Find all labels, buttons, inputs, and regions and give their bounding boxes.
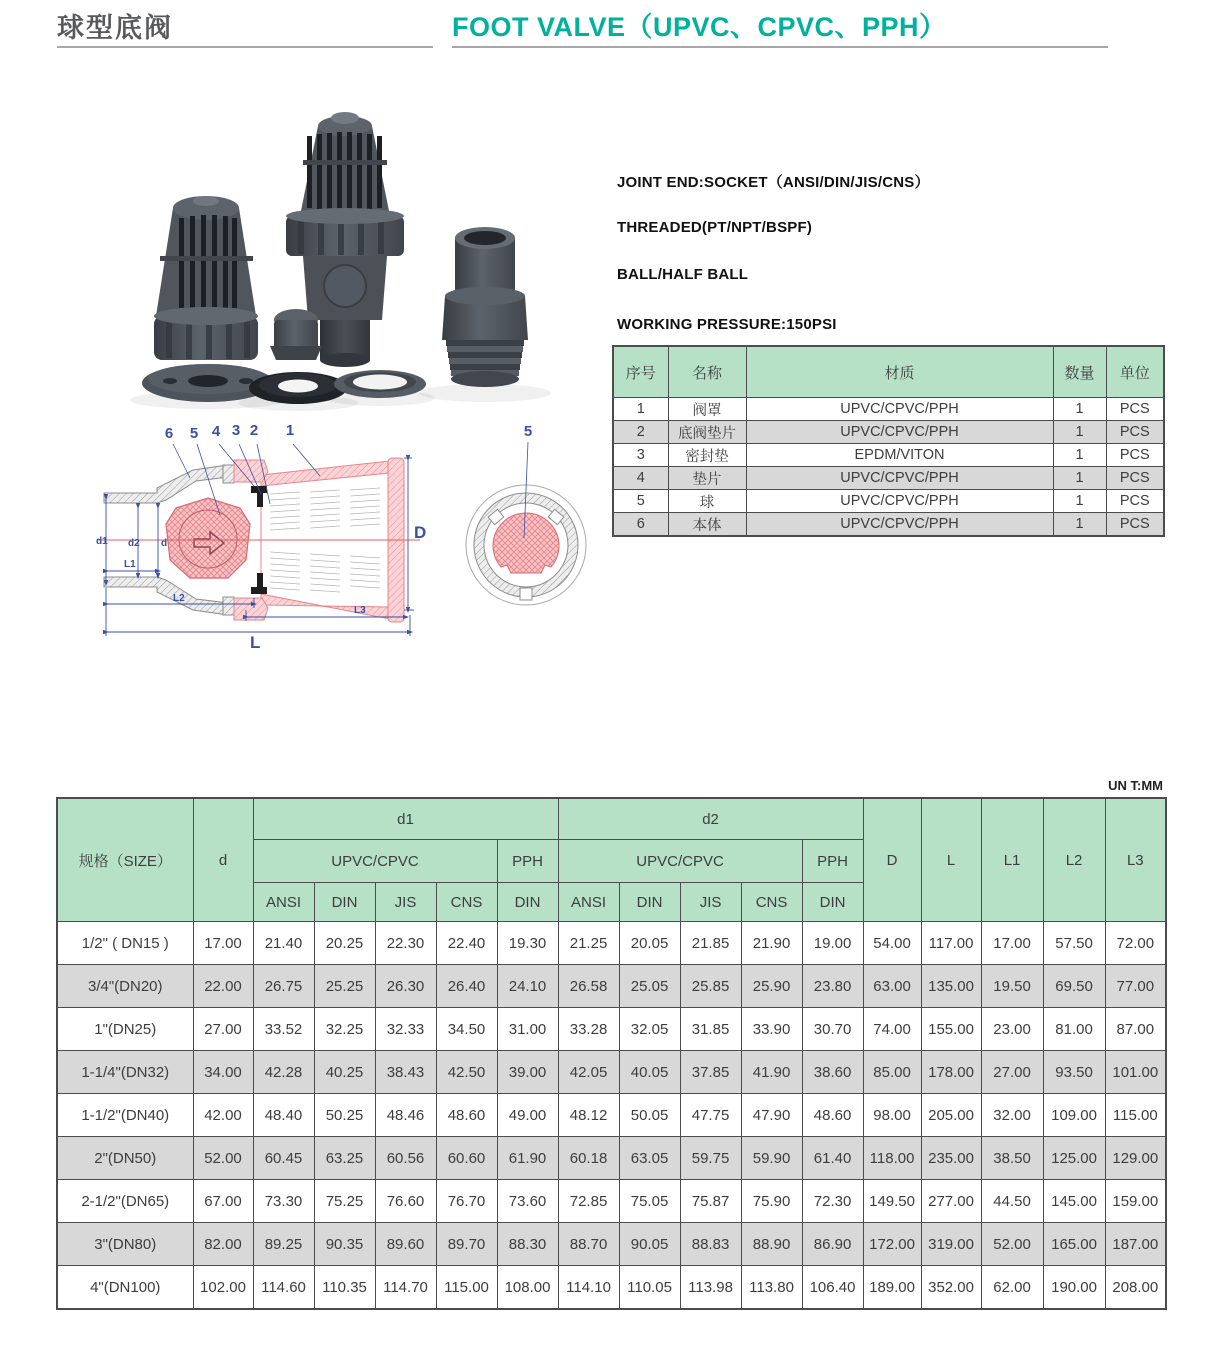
spec-working-pressure: WORKING PRESSURE:150PSI	[617, 316, 837, 333]
table-cell: 21.40	[253, 922, 314, 965]
table-cell: 159.00	[1105, 1180, 1166, 1223]
table-row	[57, 1223, 1166, 1266]
table-cell: 42.28	[253, 1051, 314, 1094]
table-cell: 44.50	[981, 1180, 1043, 1223]
table-cell: 52.00	[981, 1223, 1043, 1266]
d2-pph: PPH	[802, 840, 863, 883]
col-header-L1: L1	[981, 798, 1043, 922]
table-cell: 25.90	[741, 965, 802, 1008]
table-cell: 47.90	[741, 1094, 802, 1137]
table-cell: 86.90	[802, 1223, 863, 1266]
table-cell: 19.30	[497, 922, 558, 965]
table-cell: 54.00	[863, 922, 921, 965]
table-cell: 48.46	[375, 1094, 436, 1137]
table-cell: 85.00	[863, 1051, 921, 1094]
table-cell: 22.40	[436, 922, 497, 965]
table-cell: UPVC/CPVC/PPH	[746, 398, 1053, 421]
table-cell: 38.60	[802, 1051, 863, 1094]
table-cell: 23.00	[981, 1008, 1043, 1051]
table-cell: 178.00	[921, 1051, 981, 1094]
photo-cap	[270, 309, 322, 360]
parts-col-unit: 单位	[1106, 346, 1164, 398]
table-cell: 41.90	[741, 1051, 802, 1094]
table-cell: 110.35	[314, 1266, 375, 1310]
table-cell: 48.60	[436, 1094, 497, 1137]
table-cell: UPVC/CPVC/PPH	[746, 467, 1053, 490]
table-cell: 19.00	[802, 922, 863, 965]
table-cell: 5	[613, 490, 668, 513]
table-cell: 48.40	[253, 1094, 314, 1137]
table-cell: 1	[1053, 421, 1106, 444]
table-cell: 31.85	[680, 1008, 741, 1051]
table-cell: 88.90	[741, 1223, 802, 1266]
table-cell: 39.00	[497, 1051, 558, 1094]
table-cell: 88.30	[497, 1223, 558, 1266]
dim-d1: d1	[96, 536, 108, 547]
table-cell: 本体	[668, 513, 746, 537]
product-photo-illustration	[60, 88, 580, 418]
table-cell: PCS	[1106, 467, 1164, 490]
parts-table	[612, 345, 1165, 537]
table-cell: 21.25	[558, 922, 619, 965]
table-cell: 87.00	[1105, 1008, 1166, 1051]
table-cell: EPDM/VITON	[746, 444, 1053, 467]
table-cell: 59.90	[741, 1137, 802, 1180]
table-cell: 32.05	[619, 1008, 680, 1051]
col-header-D: D	[863, 798, 921, 922]
parts-col-material: 材质	[746, 346, 1053, 398]
table-cell: PCS	[1106, 490, 1164, 513]
table-cell: 21.85	[680, 922, 741, 965]
dim-d: d	[161, 538, 168, 549]
table-cell: PCS	[1106, 444, 1164, 467]
table-cell: 17.00	[981, 922, 1043, 965]
table-cell: 352.00	[921, 1266, 981, 1310]
table-cell: 190.00	[1043, 1266, 1105, 1310]
table-cell: 59.75	[680, 1137, 741, 1180]
table-cell: 113.98	[680, 1266, 741, 1310]
table-cell: 109.00	[1043, 1094, 1105, 1137]
table-cell: 115.00	[436, 1266, 497, 1310]
table-cell: 75.87	[680, 1180, 741, 1223]
table-cell: 149.50	[863, 1180, 921, 1223]
group-header-d2: d2	[558, 798, 863, 840]
table-cell: 125.00	[1043, 1137, 1105, 1180]
table-cell: 27.00	[981, 1051, 1043, 1094]
table-cell: 73.60	[497, 1180, 558, 1223]
table-cell: 20.05	[619, 922, 680, 965]
table-cell: 189.00	[863, 1266, 921, 1310]
table-cell: 117.00	[921, 922, 981, 965]
table-row	[57, 1137, 1166, 1180]
table-cell: 38.43	[375, 1051, 436, 1094]
table-cell: 114.70	[375, 1266, 436, 1310]
table-cell: 48.12	[558, 1094, 619, 1137]
table-cell: 60.60	[436, 1137, 497, 1180]
table-cell: 110.05	[619, 1266, 680, 1310]
col-header-L: L	[921, 798, 981, 922]
d1-din: DIN	[314, 883, 375, 922]
table-row	[613, 467, 1164, 490]
table-cell: 33.28	[558, 1008, 619, 1051]
table-cell: 89.60	[375, 1223, 436, 1266]
group-header-d1: d1	[253, 798, 558, 840]
photo-strainer-cage	[154, 196, 258, 360]
table-cell: 69.50	[1043, 965, 1105, 1008]
d2-upvc-cpvc: UPVC/CPVC	[558, 840, 802, 883]
table-cell: 135.00	[921, 965, 981, 1008]
table-cell: 172.00	[863, 1223, 921, 1266]
table-cell: 1	[1053, 444, 1106, 467]
title-underline-en	[452, 46, 1108, 48]
d1-jis: JIS	[375, 883, 436, 922]
table-cell: 75.90	[741, 1180, 802, 1223]
table-cell: UPVC/CPVC/PPH	[746, 513, 1053, 537]
table-row	[613, 398, 1164, 421]
table-cell: 74.00	[863, 1008, 921, 1051]
table-cell: 57.50	[1043, 922, 1105, 965]
end-view-callout-5: 5	[523, 423, 533, 440]
parts-col-name: 名称	[668, 346, 746, 398]
table-cell: 42.05	[558, 1051, 619, 1094]
table-cell: 76.70	[436, 1180, 497, 1223]
table-cell: 67.00	[193, 1180, 253, 1223]
table-cell: 26.30	[375, 965, 436, 1008]
table-row	[57, 965, 1166, 1008]
table-cell: 26.75	[253, 965, 314, 1008]
table-cell: 115.00	[1105, 1094, 1166, 1137]
table-cell: 3	[613, 444, 668, 467]
table-cell: PCS	[1106, 513, 1164, 537]
table-cell: 1	[1053, 467, 1106, 490]
callout-3: 3	[231, 422, 241, 439]
table-cell: 25.25	[314, 965, 375, 1008]
dim-l: L	[250, 633, 261, 652]
table-cell: 89.25	[253, 1223, 314, 1266]
table-cell: 24.10	[497, 965, 558, 1008]
table-cell: 277.00	[921, 1180, 981, 1223]
photo-socket-adapter	[442, 227, 528, 387]
table-cell: 27.00	[193, 1008, 253, 1051]
table-cell: 33.52	[253, 1008, 314, 1051]
table-cell: 93.50	[1043, 1051, 1105, 1094]
spec-ball-type: BALL/HALF BALL	[617, 266, 749, 283]
table-cell: 118.00	[863, 1137, 921, 1180]
table-cell: 102.00	[193, 1266, 253, 1310]
table-cell: 75.05	[619, 1180, 680, 1223]
dim-l2: L2	[173, 593, 185, 604]
table-row	[57, 1051, 1166, 1094]
table-cell: 155.00	[921, 1008, 981, 1051]
table-cell: 22.30	[375, 922, 436, 965]
table-cell: 208.00	[1105, 1266, 1166, 1310]
table-cell: 20.25	[314, 922, 375, 965]
table-row	[57, 922, 1166, 965]
table-cell: 52.00	[193, 1137, 253, 1180]
dim-l3: L3	[354, 605, 366, 616]
callout-1: 1	[285, 422, 295, 439]
table-row	[57, 1094, 1166, 1137]
table-cell: 垫片	[668, 467, 746, 490]
table-row	[57, 1008, 1166, 1051]
table-cell: 61.40	[802, 1137, 863, 1180]
table-cell: 40.25	[314, 1051, 375, 1094]
page-title-en: FOOT VALVE（UPVC、CPVC、PPH）	[452, 12, 947, 42]
table-cell: 1"(DN25)	[57, 1008, 193, 1051]
table-cell: 90.35	[314, 1223, 375, 1266]
table-cell: 26.58	[558, 965, 619, 1008]
table-cell: 73.30	[253, 1180, 314, 1223]
table-cell: 25.85	[680, 965, 741, 1008]
table-cell: 113.80	[741, 1266, 802, 1310]
table-cell: 30.70	[802, 1008, 863, 1051]
table-cell: 密封垫	[668, 444, 746, 467]
table-cell: 38.50	[981, 1137, 1043, 1180]
dim-l1: L1	[124, 559, 136, 570]
table-cell: 106.40	[802, 1266, 863, 1310]
table-cell: PCS	[1106, 421, 1164, 444]
table-cell: 3/4"(DN20)	[57, 965, 193, 1008]
table-cell: 187.00	[1105, 1223, 1166, 1266]
table-cell: 61.90	[497, 1137, 558, 1180]
table-cell: UPVC/CPVC/PPH	[746, 490, 1053, 513]
table-cell: 98.00	[863, 1094, 921, 1137]
table-cell: 82.00	[193, 1223, 253, 1266]
table-cell: 76.60	[375, 1180, 436, 1223]
table-cell: 42.50	[436, 1051, 497, 1094]
table-cell: 1	[1053, 490, 1106, 513]
table-cell: 129.00	[1105, 1137, 1166, 1180]
table-cell: 阀罩	[668, 398, 746, 421]
table-cell: 72.00	[1105, 922, 1166, 965]
parts-col-no: 序号	[613, 346, 668, 398]
valve-cross-section-drawing	[58, 420, 608, 660]
col-header-L2: L2	[1043, 798, 1105, 922]
dim-d-outer: D	[414, 523, 427, 542]
table-cell: 1/2" ( DN15 )	[57, 922, 193, 965]
table-cell: 114.60	[253, 1266, 314, 1310]
table-cell: 50.25	[314, 1094, 375, 1137]
table-cell: 1	[1053, 398, 1106, 421]
table-row	[613, 490, 1164, 513]
table-cell: 114.10	[558, 1266, 619, 1310]
table-cell: 60.18	[558, 1137, 619, 1180]
table-cell: 25.05	[619, 965, 680, 1008]
table-cell: 32.33	[375, 1008, 436, 1051]
table-cell: 33.90	[741, 1008, 802, 1051]
d2-jis: JIS	[680, 883, 741, 922]
table-cell: 40.05	[619, 1051, 680, 1094]
table-cell: 32.00	[981, 1094, 1043, 1137]
table-cell: 77.00	[1105, 965, 1166, 1008]
d1-pph: PPH	[497, 840, 558, 883]
table-cell: PCS	[1106, 398, 1164, 421]
table-cell: 17.00	[193, 922, 253, 965]
table-cell: 235.00	[921, 1137, 981, 1180]
table-cell: UPVC/CPVC/PPH	[746, 421, 1053, 444]
table-cell: 4"(DN100)	[57, 1266, 193, 1310]
table-cell: 63.00	[863, 965, 921, 1008]
table-row	[613, 513, 1164, 537]
callout-5: 5	[189, 425, 199, 442]
table-cell: 75.25	[314, 1180, 375, 1223]
spec-threaded: THREADED(PT/NPT/BSPF)	[617, 219, 813, 236]
callout-6: 6	[164, 425, 174, 442]
col-header-d: d	[193, 798, 253, 922]
d2-pph-din: DIN	[802, 883, 863, 922]
table-cell: 23.80	[802, 965, 863, 1008]
table-cell: 319.00	[921, 1223, 981, 1266]
dim-header-row-1	[57, 798, 1166, 840]
table-cell: 34.00	[193, 1051, 253, 1094]
table-cell: 1-1/2"(DN40)	[57, 1094, 193, 1137]
dim-d2: d2	[128, 538, 140, 549]
table-cell: 26.40	[436, 965, 497, 1008]
table-cell: 球	[668, 490, 746, 513]
d1-pph-din: DIN	[497, 883, 558, 922]
d2-din: DIN	[619, 883, 680, 922]
table-cell: 2"(DN50)	[57, 1137, 193, 1180]
table-cell: 48.60	[802, 1094, 863, 1137]
table-cell: 底阀垫片	[668, 421, 746, 444]
table-cell: 34.50	[436, 1008, 497, 1051]
dimensions-table	[56, 797, 1167, 1310]
col-header-L3: L3	[1105, 798, 1166, 922]
table-cell: 47.75	[680, 1094, 741, 1137]
table-cell: 90.05	[619, 1223, 680, 1266]
table-cell: 49.00	[497, 1094, 558, 1137]
table-cell: 3"(DN80)	[57, 1223, 193, 1266]
d1-cns: CNS	[436, 883, 497, 922]
table-row	[57, 1266, 1166, 1310]
table-cell: 32.25	[314, 1008, 375, 1051]
table-row	[57, 1180, 1166, 1223]
table-cell: 145.00	[1043, 1180, 1105, 1223]
d2-cns: CNS	[741, 883, 802, 922]
page-title-cn: 球型底阀	[57, 13, 173, 43]
table-cell: 205.00	[921, 1094, 981, 1137]
table-cell: 165.00	[1043, 1223, 1105, 1266]
table-cell: 1-1/4"(DN32)	[57, 1051, 193, 1094]
callout-2: 2	[249, 422, 259, 439]
table-cell: 31.00	[497, 1008, 558, 1051]
table-cell: 101.00	[1105, 1051, 1166, 1094]
table-cell: 4	[613, 467, 668, 490]
table-cell: 89.70	[436, 1223, 497, 1266]
d2-ansi: ANSI	[558, 883, 619, 922]
table-cell: 72.30	[802, 1180, 863, 1223]
title-underline-cn	[57, 46, 433, 48]
table-cell: 88.83	[680, 1223, 741, 1266]
table-cell: 108.00	[497, 1266, 558, 1310]
table-cell: 21.90	[741, 922, 802, 965]
table-cell: 42.00	[193, 1094, 253, 1137]
table-cell: 37.85	[680, 1051, 741, 1094]
callout-4: 4	[211, 423, 221, 440]
table-cell: 1	[613, 398, 668, 421]
unit-note: UN T:MM	[1108, 778, 1163, 793]
table-cell: 1	[1053, 513, 1106, 537]
valve-end-view	[466, 423, 586, 605]
parts-col-qty: 数量	[1053, 346, 1106, 398]
parts-table-header-row	[613, 346, 1164, 398]
table-cell: 88.70	[558, 1223, 619, 1266]
table-cell: 62.00	[981, 1266, 1043, 1310]
col-header-size: 规格（SIZE）	[57, 798, 193, 922]
table-cell: 50.05	[619, 1094, 680, 1137]
table-cell: 2	[613, 421, 668, 444]
table-cell: 81.00	[1043, 1008, 1105, 1051]
table-row	[613, 421, 1164, 444]
table-cell: 6	[613, 513, 668, 537]
table-cell: 72.85	[558, 1180, 619, 1223]
table-cell: 22.00	[193, 965, 253, 1008]
spec-joint-end: JOINT END:SOCKET（ANSI/DIN/JIS/CNS）	[617, 174, 930, 191]
table-cell: 2-1/2"(DN65)	[57, 1180, 193, 1223]
table-cell: 60.45	[253, 1137, 314, 1180]
table-cell: 19.50	[981, 965, 1043, 1008]
table-cell: 60.56	[375, 1137, 436, 1180]
d1-ansi: ANSI	[253, 883, 314, 922]
table-cell: 63.05	[619, 1137, 680, 1180]
valve-ball	[166, 498, 250, 578]
table-cell: 63.25	[314, 1137, 375, 1180]
d1-upvc-cpvc: UPVC/CPVC	[253, 840, 497, 883]
table-row	[613, 444, 1164, 467]
